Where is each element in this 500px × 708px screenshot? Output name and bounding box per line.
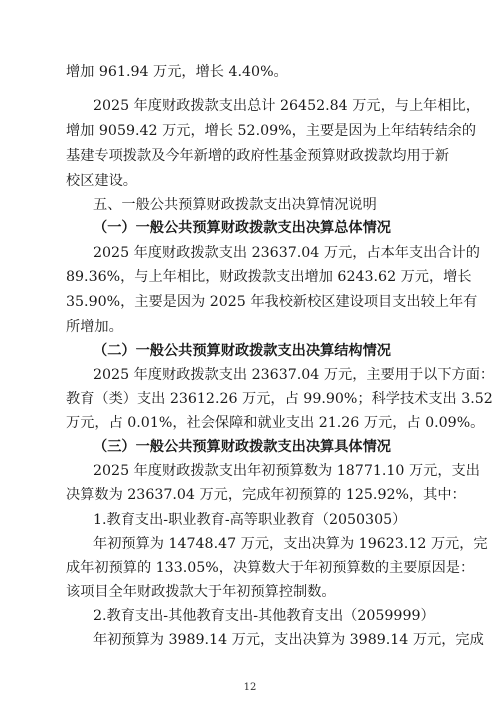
item-heading: 2.教育支出-其他教育支出-其他教育支出（2059999） xyxy=(93,608,435,624)
section-heading: 五、一般公共预算财政拨款支出决算情况说明 xyxy=(93,197,377,213)
text-line: 基建专项拨款及今年新增的政府性基金预算财政拨款均用于新 xyxy=(66,148,450,164)
text-line: 增加 9059.42 万元，增长 52.09%，主要是因为上年结转结余的 xyxy=(66,123,477,139)
text-line: 该项目全年财政拨款大于年初预算控制数。 xyxy=(66,584,336,600)
text-line: 决算数为 23637.04 万元，完成年初预算的 125.92%，其中： xyxy=(66,487,466,503)
subsection-heading: （二）一般公共预算财政拨款支出决算结构情况 xyxy=(93,343,391,359)
text-line: 2025 年度财政拨款支出 23637.04 万元，主要用于以下方面： xyxy=(93,367,495,383)
item-heading: 1.教育支出-职业教育-高等职业教育（2050305） xyxy=(93,512,407,528)
text-line: 校区建设。 xyxy=(66,173,137,189)
text-line: 2025 年度财政拨款支出 23637.04 万元，占本年支出合计的 xyxy=(93,245,480,261)
subsection-heading: （一）一般公共预算财政拨款支出决算总体情况 xyxy=(93,220,391,236)
text-line: 成年初预算的 133.05%，决算数大于年初预算数的主要原因是： xyxy=(66,560,475,576)
text-line: 年初预算为 3989.14 万元，支出决算为 3989.14 万元，完成 xyxy=(93,632,484,648)
text-line: 教育（类）支出 23612.26 万元，占 99.90%；科学技术支出 3.52 xyxy=(66,391,493,407)
text-line: 89.36%，与上年相比，财政拨款支出增加 6243.62 万元，增长 xyxy=(66,269,472,285)
text-line: 增加 961.94 万元，增长 4.40%。 xyxy=(66,64,288,80)
text-line: 年初预算为 14748.47 万元，支出决算为 19623.12 万元，完 xyxy=(93,536,488,552)
text-line: 2025 年度财政拨款支出年初预算数为 18771.10 万元，支出 xyxy=(93,463,480,479)
page-number: 12 xyxy=(243,682,257,693)
text-line: 35.90%，主要是因为 2025 年我校新校区建设项目支出较上年有 xyxy=(66,294,478,310)
text-line: 万元，占 0.01%，社会保障和就业支出 21.26 万元，占 0.09%。 xyxy=(66,415,485,431)
text-line: 所增加。 xyxy=(66,319,123,335)
subsection-heading: （三）一般公共预算财政拨款支出决算具体情况 xyxy=(93,439,391,455)
text-line: 2025 年度财政拨款支出总计 26452.84 万元，与上年相比， xyxy=(93,98,480,114)
